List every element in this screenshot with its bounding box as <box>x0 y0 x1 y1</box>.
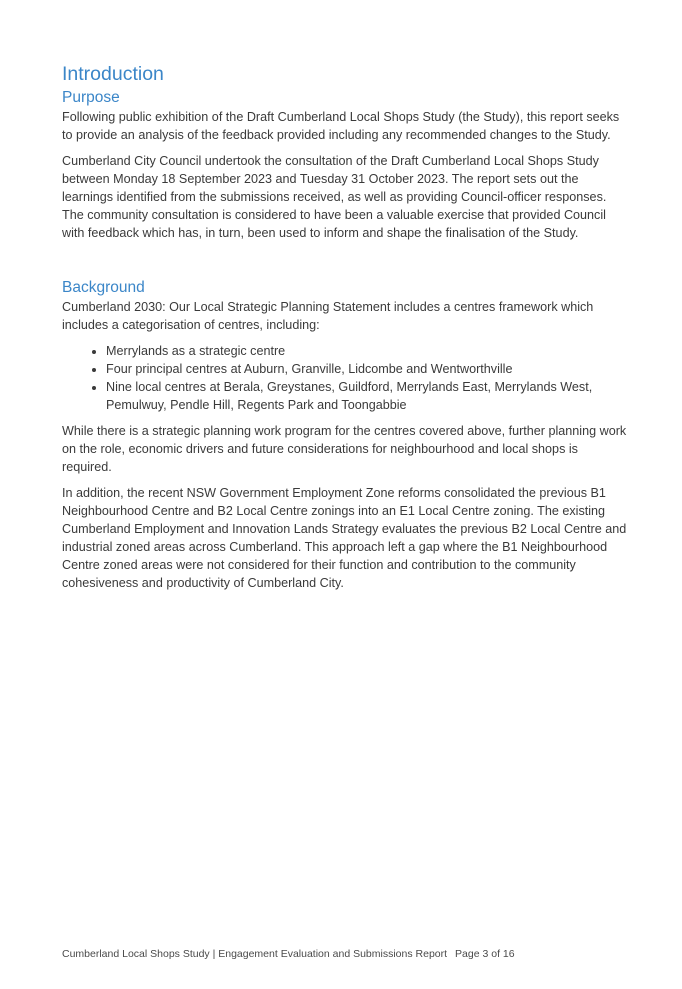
page-heading: Introduction <box>62 63 164 85</box>
list-item: • Four principal centres at Auburn, Granville, Lidcombe and Wentworthville <box>106 360 628 378</box>
footer-title: Cumberland Local Shops Study | Engagement Evaluation and Submissions Report <box>62 948 448 960</box>
list-item: • Nine local centres at Berala, Greystanes, Guildford, Merrylands East, Merrylands West, Pemulwuy, Pendle Hill, Regents Park and Toongabbie <box>106 378 628 414</box>
purpose-paragraph-1: Following public exhibition of the Draft Cumberland Local Shops Study (the Study), this report seeks to provide an analysis of the feedback provided including any recommended changes to the Study. <box>62 110 620 142</box>
page-footer <box>62 948 515 960</box>
purpose-heading: Purpose <box>62 89 120 106</box>
page-number: Page 3 of 16 <box>455 948 515 960</box>
page-content <box>62 60 628 592</box>
background-paragraph-2: In addition, the recent NSW Government Employment Zone reforms consolidated the previous B1 Neighbourhood Centre and B2 Local Centre zonings into an E1 Local Centre zoning. The existing Cumberland Employment and Innovation Lands Strategy evaluates the previous B2 Local Centre and industrial zoned areas across Cumberland. This approach left a gap where the B1 Neighbourhood Centre zoned areas were not considered for their function and contribution to the community cohesiveness and productivity of Cumberland City. <box>62 486 627 590</box>
purpose-paragraph-2: Cumberland City Council undertook the consultation of the Draft Cumberland Local Shops Study between Monday 18 September 2023 and Tuesday 31 October 2023. The report sets out the learnings identified from the submissions received, as well as providing Council-officer responses. The community consultation is considered to have been a valuable exercise that provided Council with feedback which has, in turn, been used to inform and shape the finalisation of the Study. <box>62 154 607 240</box>
background-intro: Cumberland 2030: Our Local Strategic Planning Statement includes a centres framework which includes a categorisation of centres, including: <box>62 300 594 332</box>
background-heading: Background <box>62 279 145 296</box>
list-item: • Merrylands as a strategic centre <box>106 342 628 360</box>
background-paragraph-1: While there is a strategic planning work program for the centres covered above, further planning work on the role, economic drivers and future considerations for neighbourhood and local shops is required. <box>62 424 627 474</box>
centres-list <box>62 342 628 414</box>
